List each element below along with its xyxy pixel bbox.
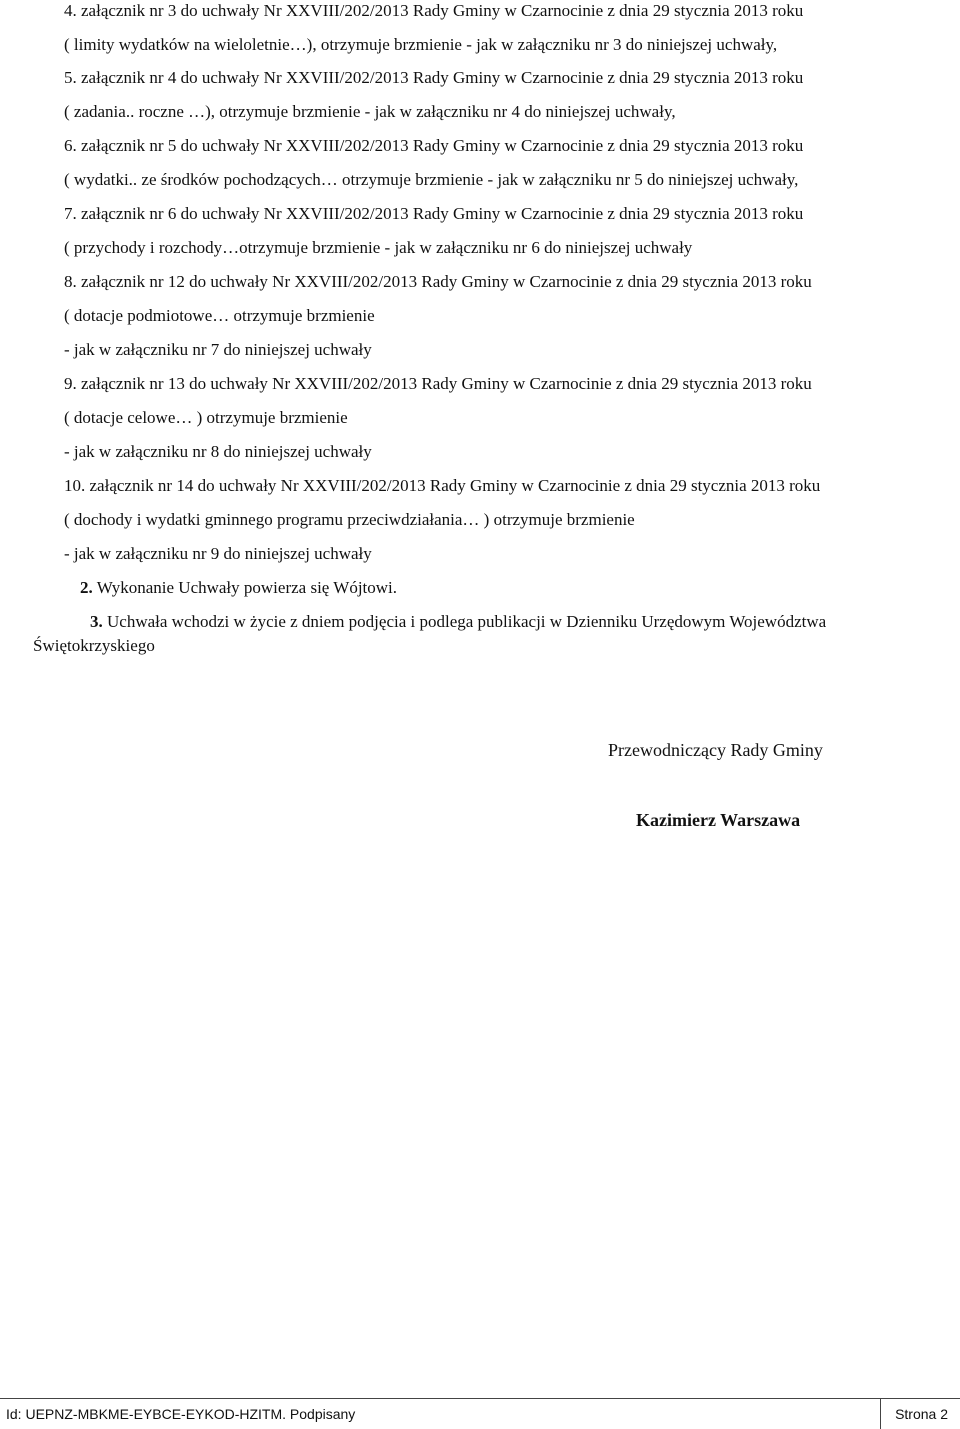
item-4-line-1: 4. załącznik nr 3 do uchwały Nr XXVIII/202/2013 Rady Gminy w Czarnocinie z dnia 29 stycznia 2013 roku [64, 1, 804, 20]
paragraph-2 [80, 577, 397, 599]
item-9-line-3: - jak w załączniku nr 8 do niniejszej uchwały [64, 442, 372, 461]
item-9-line-2: ( dotacje celowe… ) otrzymuje brzmienie [64, 408, 348, 427]
page-footer [0, 1398, 960, 1429]
item-9-line-1: 9. załącznik nr 13 do uchwały Nr XXVIII/202/2013 Rady Gminy w Czarnocinie z dnia 29 stycznia 2013 roku [64, 374, 812, 393]
document-id: Id: UEPNZ-MBKME-EYBCE-EYKOD-HZITM. Podpisany [6, 1406, 356, 1422]
item-6-line-1: 6. załącznik nr 5 do uchwały Nr XXVIII/202/2013 Rady Gminy w Czarnocinie z dnia 29 stycznia 2013 roku [64, 136, 804, 155]
item-10-line-3: - jak w załączniku nr 9 do niniejszej uchwały [64, 544, 372, 563]
item-4-line-2: ( limity wydatków na wieloletnie…), otrzymuje brzmienie - jak w załączniku nr 3 do niniejszej uchwały, [64, 35, 778, 54]
item-7-line-1: 7. załącznik nr 6 do uchwały Nr XXVIII/202/2013 Rady Gminy w Czarnocinie z dnia 29 stycznia 2013 roku [64, 204, 804, 223]
footer-divider [880, 1399, 881, 1429]
item-6-line-2: ( wydatki.. ze środków pochodzących… otrzymuje brzmienie - jak w załączniku nr 5 do niniejszej uchwały, [64, 170, 799, 189]
item-10-line-2: ( dochody i wydatki gminnego programu przeciwdziałania… ) otrzymuje brzmienie [64, 510, 635, 529]
paragraph-2-number: 2. [80, 578, 93, 597]
item-5-line-1: 5. załącznik nr 4 do uchwały Nr XXVIII/202/2013 Rady Gminy w Czarnocinie z dnia 29 stycznia 2013 roku [64, 68, 804, 87]
paragraph-3 [90, 611, 826, 633]
page-number: Strona 2 [895, 1406, 948, 1422]
paragraph-3-text-continued: Świętokrzyskiego [33, 636, 155, 655]
paragraph-2-text: Wykonanie Uchwały powierza się Wójtowi. [96, 578, 398, 597]
item-7-line-2: ( przychody i rozchody…otrzymuje brzmienie - jak w załączniku nr 6 do niniejszej uchwały [64, 238, 693, 257]
signature-name: Kazimierz Warszawa [636, 810, 801, 830]
item-8-line-3: - jak w załączniku nr 7 do niniejszej uchwały [64, 340, 372, 359]
item-10-line-1: 10. załącznik nr 14 do uchwały Nr XXVIII/202/2013 Rady Gminy w Czarnocinie z dnia 29 stycznia 2013 roku [64, 476, 821, 495]
paragraph-3-number: 3. [90, 612, 103, 631]
item-8-line-1: 8. załącznik nr 12 do uchwały Nr XXVIII/202/2013 Rady Gminy w Czarnocinie z dnia 29 stycznia 2013 roku [64, 272, 812, 291]
paragraph-3-text: Uchwała wchodzi w życie z dniem podjęcia i podlega publikacji w Dzienniku Urzędowym Województwa [107, 612, 827, 631]
item-8-line-2: ( dotacje podmiotowe… otrzymuje brzmienie [64, 306, 375, 325]
signature-role: Przewodniczący Rady Gminy [608, 740, 823, 760]
item-5-line-2: ( zadania.. roczne …), otrzymuje brzmienie - jak w załączniku nr 4 do niniejszej uchwały, [64, 102, 676, 121]
